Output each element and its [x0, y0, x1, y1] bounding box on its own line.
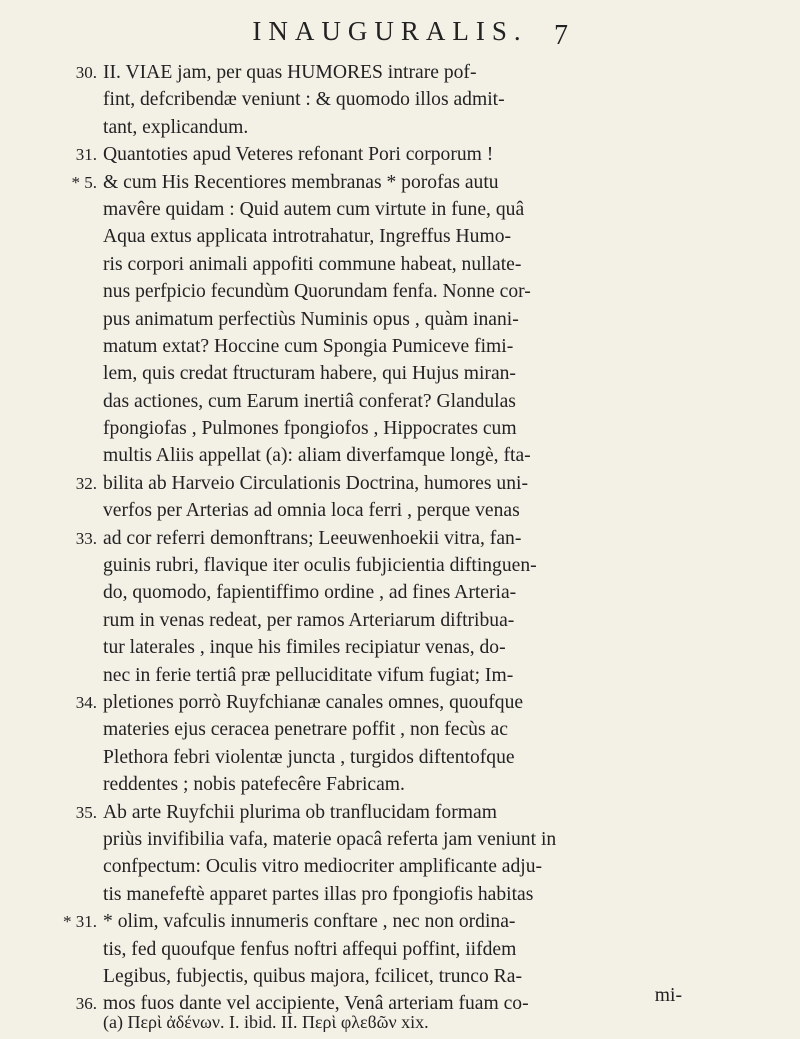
text-line	[103, 881, 718, 908]
text-line	[103, 963, 718, 990]
line-text: matum extat? Hoccine cum Spongia Pumiceve fimi-	[103, 335, 514, 357]
text-line	[103, 579, 718, 606]
text-line	[103, 251, 718, 278]
line-text: tis, fed quoufque fenfus noftri affequi poffint, iifdem	[103, 938, 517, 960]
line-text: * olim, vafculis innumeris conftare , nec non ordina-	[103, 911, 516, 933]
line-text: tant, explicandum.	[103, 116, 249, 138]
line-text: tis manefeftè apparet partes illas pro fpongiofis habitas	[103, 883, 534, 905]
line-text: das actiones, cum Earum inertiâ conferat? Glandulas	[103, 390, 516, 412]
line-text: bilita ab Harveio Circulationis Doctrina, humores uni-	[103, 472, 528, 494]
text-line	[103, 552, 718, 579]
text-line	[71, 169, 718, 196]
text-line	[103, 771, 718, 798]
line-text: ris corpori animali appofiti commune habeat, nullate-	[103, 253, 522, 275]
line-text: tur laterales , inque his fimiles recipiatur venas, do-	[103, 637, 506, 659]
text-line	[75, 470, 718, 497]
text-line	[103, 634, 718, 661]
line-text: nus perfpicio fecundùm Quorundam fenfa. Nonne cor-	[103, 281, 531, 303]
line-text: II. VIAE jam, per quas HUMORES intrare pof-	[103, 62, 477, 83]
margin-paragraph-number: 34.	[75, 692, 97, 712]
text-line	[103, 278, 718, 305]
line-text: nec in ferie tertiâ præ pelluciditate vifum fugiat; Im-	[103, 664, 514, 686]
text-line	[103, 497, 718, 524]
line-text: ad cor referri demonftrans; Leeuwenhoekii vitra, fan-	[103, 527, 522, 549]
line-text: guinis rubri, flavique iter oculis fubjicientia diftinguen-	[103, 555, 537, 577]
text-line	[75, 59, 718, 86]
line-text: materies ejus ceracea penetrare poffit , non fecùs ac	[103, 719, 508, 741]
line-text: fint, defcribendæ veniunt : & quomodo illos admit-	[103, 89, 505, 111]
margin-paragraph-number: 33.	[75, 528, 97, 548]
catchword: mi-	[654, 985, 682, 1006]
margin-paragraph-number: * 5.	[71, 172, 97, 192]
text-line	[63, 908, 718, 935]
line-text: confpectum: Oculis vitro mediocriter amplificante adju-	[103, 856, 543, 878]
text-line	[103, 333, 718, 360]
margin-paragraph-number: 35.	[75, 802, 97, 822]
text-line	[75, 525, 718, 552]
line-text: Quantoties apud Veteres refonant Pori corporum !	[103, 144, 494, 166]
text-line	[75, 141, 718, 168]
footnote: (a) Περὶ ἀδένων. I. ibid. II. Περὶ φλεϐῶν xix.	[103, 1012, 429, 1032]
page-number: 7	[554, 20, 568, 51]
line-text: & cum His Recentiores membranas * porofas autu	[103, 171, 499, 193]
text-line	[103, 306, 718, 333]
line-text: do, quomodo, fapientiffimo ordine , ad fines Arteria-	[103, 582, 517, 604]
line-text: mos fuos dante vel accipiente, Venâ arteriam fuam co-	[103, 993, 529, 1015]
line-text: fpongiofas , Pulmones fpongiofos , Hippocrates cum	[103, 418, 517, 440]
text-line	[103, 86, 718, 113]
text-line	[75, 689, 718, 716]
text-line	[75, 799, 718, 826]
text-line	[103, 662, 718, 689]
text-line	[103, 744, 718, 771]
line-text: Plethora febri violentæ juncta , turgidos diftentofque	[103, 746, 515, 768]
line-text: priùs invifibilia vafa, materie opacâ referta jam veniunt in	[103, 828, 557, 850]
line-text: pletiones porrò Ruyfchianæ canales omnes, quoufque	[103, 691, 524, 713]
margin-paragraph-number: 31.	[75, 145, 97, 165]
margin-paragraph-number: * 31.	[63, 912, 97, 932]
text-line	[103, 388, 718, 415]
line-text: multis Aliis appellat (a): aliam diverfamque longè, fta-	[103, 445, 531, 467]
line-text: verfos per Arterias ad omnia loca ferri , perque venas	[103, 500, 520, 522]
line-text: rum in venas redeat, per ramos Arteriarum diftribua-	[103, 609, 515, 631]
line-text: reddentes ; nobis patefecêre Fabricam.	[103, 774, 405, 796]
text-line	[103, 607, 718, 634]
text-line	[103, 360, 718, 387]
line-text: lem, quis credat ftructuram habere, qui Hujus miran-	[103, 363, 516, 385]
text-line	[103, 415, 718, 442]
text-line	[103, 826, 718, 853]
body-text	[63, 59, 718, 1018]
text-line	[103, 853, 718, 880]
text-line	[103, 196, 718, 223]
text-line	[103, 114, 718, 141]
margin-paragraph-number: 30.	[75, 63, 97, 82]
margin-paragraph-number: 36.	[75, 994, 97, 1014]
text-line	[103, 716, 718, 743]
line-text: pus animatum perfectiùs Numinis opus , quàm inani-	[103, 308, 519, 330]
margin-paragraph-number: 32.	[75, 473, 97, 493]
line-text: mavêre quidam : Quid autem cum virtute in fune, quâ	[103, 198, 525, 220]
running-title: INAUGURALIS.	[252, 16, 528, 46]
text-line	[103, 936, 718, 963]
text-line	[103, 223, 718, 250]
line-text: Ab arte Ruyfchii plurima ob tranflucidam formam	[103, 801, 497, 823]
line-text: Legibus, fubjectis, quibus majora, fcilicet, trunco Ra-	[103, 965, 522, 987]
line-text: Aqua extus applicata introtrahatur, Ingreffus Humo-	[103, 226, 512, 248]
text-line	[103, 442, 718, 469]
